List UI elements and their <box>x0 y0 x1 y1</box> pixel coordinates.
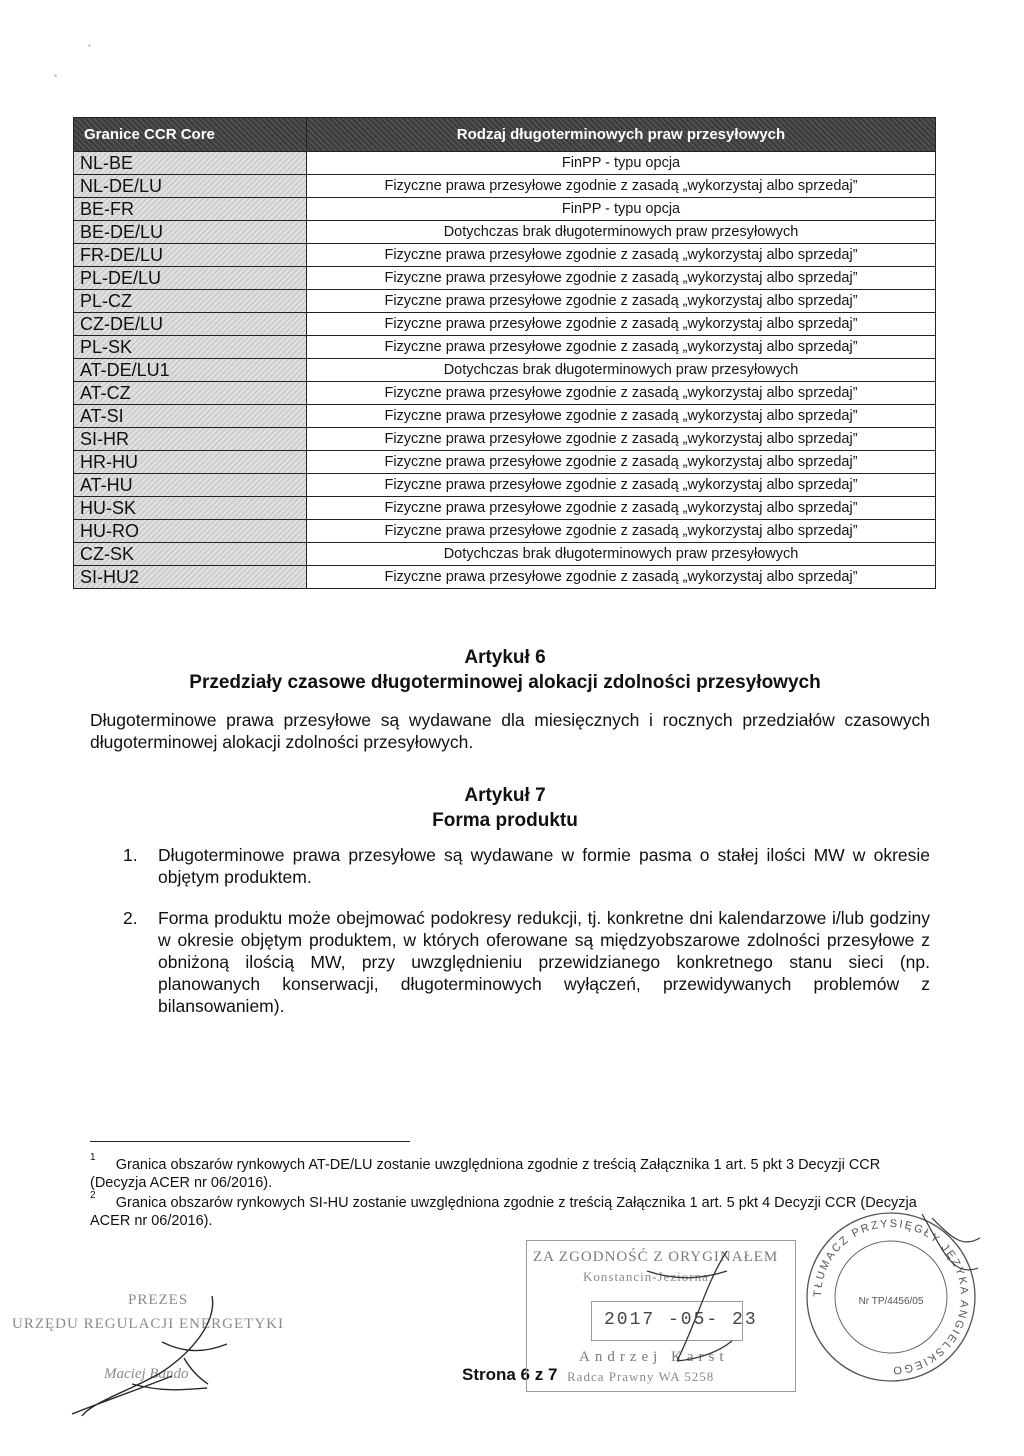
article-6-body: Długoterminowe prawa przesyłowe są wydawane dla miesięcznych i rocznych przedziałów czasowych długoterminowej alokacji zdolności przesyłowych. <box>90 710 930 752</box>
rights-type-cell: Fizyczne prawa przesyłowe zgodnie z zasadą „wykorzystaj albo sprzedaj” <box>307 175 936 198</box>
table-row <box>74 543 936 566</box>
border-code-cell: CZ-DE/LU <box>74 313 307 336</box>
table-header-row <box>74 118 936 152</box>
border-code-cell: HU-RO <box>74 520 307 543</box>
footnote-text: Granica obszarów rynkowych SI-HU zostanie uwzględniona zgodnie z treścią Załącznika 1 art. 5 pkt 4 Decyzji CCR (Decyzja ACER nr 06/2016). <box>90 1194 917 1229</box>
certification-place: Konstancin-Jeziorna <box>583 1269 709 1284</box>
certification-signature <box>527 1241 795 1391</box>
office-stamp <box>12 1292 302 1422</box>
rights-type-cell: FinPP - typu opcja <box>307 198 936 221</box>
border-code-cell: AT-HU <box>74 474 307 497</box>
table-row <box>74 405 936 428</box>
seal-number: Nr TP/4456/05 <box>858 1296 924 1307</box>
scan-speck <box>88 44 91 47</box>
border-code-cell: BE-FR <box>74 198 307 221</box>
article-7-item-2: Forma produktu może obejmować podokresy redukcji, tj. konkretne dni kalendarzowe i/lub godziny w okresie objętym produktem, w których oferowane są międzyobszarowe zdolności przesyłowe z obniżoną ilością MW, przy uwzględnieniu przewidzianego konkretnego stanu sieci (np. planowanych konserwacji, długoterminowych wyłączeń, przewidywanych problemów z bilansowaniem). <box>158 908 930 1016</box>
borders-table <box>73 117 936 589</box>
column-header-rights-type: Rodzaj długoterminowych praw przesyłowych <box>307 118 936 152</box>
table-row <box>74 566 936 589</box>
border-code-cell: AT-CZ <box>74 382 307 405</box>
certification-date: 2017 -05- 23 <box>604 1310 758 1330</box>
list-item-number: 2. <box>123 908 138 928</box>
rights-type-cell: Dotychczas brak długoterminowych praw przesyłowych <box>307 543 936 566</box>
border-code-cell: HR-HU <box>74 451 307 474</box>
footnote-marker: 2 <box>90 1190 96 1201</box>
column-header-border: Granice CCR Core <box>74 118 307 152</box>
rights-type-cell: Fizyczne prawa przesyłowe zgodnie z zasadą „wykorzystaj albo sprzedaj” <box>307 451 936 474</box>
border-code-cell: SI-HR <box>74 428 307 451</box>
page-number: Strona 6 z 7 <box>462 1365 558 1384</box>
translator-seal <box>802 1208 980 1386</box>
rights-type-cell: Fizyczne prawa przesyłowe zgodnie z zasadą „wykorzystaj albo sprzedaj” <box>307 405 936 428</box>
border-code-cell: PL-SK <box>74 336 307 359</box>
table-row <box>74 382 936 405</box>
article-6-heading: Artykuł 6 <box>464 647 546 668</box>
rights-type-cell: Fizyczne prawa przesyłowe zgodnie z zasadą „wykorzystaj albo sprzedaj” <box>307 382 936 405</box>
table-body <box>74 152 936 589</box>
footnote-marker: 1 <box>90 1152 96 1163</box>
border-code-cell: AT-SI <box>74 405 307 428</box>
table-row <box>74 152 936 175</box>
seal-ring-textpath: TŁUMACZ PRZYSIĘGŁY JĘZYKA ANGIELSKIEGO <box>811 1217 971 1377</box>
table-row <box>74 428 936 451</box>
list-item-number: 1. <box>123 845 138 865</box>
office-stamp-title: PREZES <box>128 1292 189 1308</box>
border-code-cell: CZ-SK <box>74 543 307 566</box>
rights-type-cell: FinPP - typu opcja <box>307 152 936 175</box>
office-stamp-name: Maciej Bando <box>104 1366 189 1382</box>
border-code-cell: HU-SK <box>74 497 307 520</box>
rights-type-cell: Fizyczne prawa przesyłowe zgodnie z zasadą „wykorzystaj albo sprzedaj” <box>307 428 936 451</box>
signature-scribble <box>12 1292 302 1422</box>
table-row <box>74 221 936 244</box>
table-row <box>74 359 936 382</box>
rights-type-cell: Dotychczas brak długoterminowych praw przesyłowych <box>307 359 936 382</box>
certification-role: Radca Prawny WA 5258 <box>567 1369 715 1384</box>
border-code-cell: PL-CZ <box>74 290 307 313</box>
table-row <box>74 175 936 198</box>
article-6-title: Przedziały czasowe długoterminowej alokacji zdolności przesyłowych <box>189 672 821 693</box>
border-code-cell: AT-DE/LU1 <box>74 359 307 382</box>
rights-type-cell: Dotychczas brak długoterminowych praw przesyłowych <box>307 221 936 244</box>
table-row <box>74 290 936 313</box>
border-code-cell: NL-BE <box>74 152 307 175</box>
office-stamp-office: URZĘDU REGULACJI ENERGETYKI <box>12 1316 284 1332</box>
rights-type-cell: Fizyczne prawa przesyłowe zgodnie z zasadą „wykorzystaj albo sprzedaj” <box>307 336 936 359</box>
footnote-separator <box>90 1141 410 1142</box>
article-7-title: Forma produktu <box>432 810 578 831</box>
border-code-cell: SI-HU2 <box>74 566 307 589</box>
footnote-1 <box>90 1152 920 1192</box>
table-row <box>74 198 936 221</box>
article-7-item-1: Długoterminowe prawa przesyłowe są wydawane w formie pasma o stałej ilości MW w okresie objętym produktem. <box>158 845 930 887</box>
border-code-cell: FR-DE/LU <box>74 244 307 267</box>
rights-type-cell: Fizyczne prawa przesyłowe zgodnie z zasadą „wykorzystaj albo sprzedaj” <box>307 566 936 589</box>
table-row <box>74 313 936 336</box>
rights-type-cell: Fizyczne prawa przesyłowe zgodnie z zasadą „wykorzystaj albo sprzedaj” <box>307 474 936 497</box>
rights-type-cell: Fizyczne prawa przesyłowe zgodnie z zasadą „wykorzystaj albo sprzedaj” <box>307 290 936 313</box>
certification-signatory: Andrzej Karst <box>579 1349 729 1365</box>
certification-heading: ZA ZGODNOŚĆ Z ORYGINAŁEM <box>533 1249 779 1265</box>
rights-type-cell: Fizyczne prawa przesyłowe zgodnie z zasadą „wykorzystaj albo sprzedaj” <box>307 244 936 267</box>
article-7-heading: Artykuł 7 <box>464 785 546 806</box>
footnote-text: Granica obszarów rynkowych AT-DE/LU zostanie uwzględniona zgodnie z treścią Załącznika 1 art. 5 pkt 3 Decyzji CCR (Decyzja ACER nr 06/2016). <box>90 1156 881 1191</box>
certification-stamp <box>526 1240 796 1392</box>
rights-type-cell: Fizyczne prawa przesyłowe zgodnie z zasadą „wykorzystaj albo sprzedaj” <box>307 313 936 336</box>
border-code-cell: NL-DE/LU <box>74 175 307 198</box>
rights-type-cell: Fizyczne prawa przesyłowe zgodnie z zasadą „wykorzystaj albo sprzedaj” <box>307 520 936 543</box>
border-code-cell: PL-DE/LU <box>74 267 307 290</box>
rights-type-cell: Fizyczne prawa przesyłowe zgodnie z zasadą „wykorzystaj albo sprzedaj” <box>307 497 936 520</box>
table-row <box>74 244 936 267</box>
table-row <box>74 336 936 359</box>
table-row <box>74 267 936 290</box>
scan-speck <box>54 74 57 77</box>
table-row <box>74 497 936 520</box>
table-row <box>74 451 936 474</box>
table-row <box>74 474 936 497</box>
footnote-2 <box>90 1190 920 1230</box>
rights-type-cell: Fizyczne prawa przesyłowe zgodnie z zasadą „wykorzystaj albo sprzedaj” <box>307 267 936 290</box>
border-code-cell: BE-DE/LU <box>74 221 307 244</box>
table-row <box>74 520 936 543</box>
